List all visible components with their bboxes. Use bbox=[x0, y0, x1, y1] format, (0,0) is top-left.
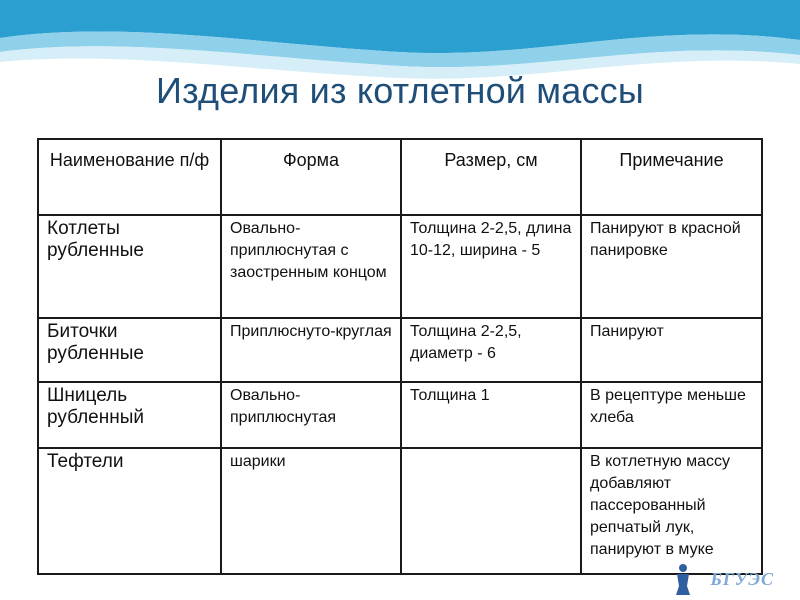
figure-emblem-icon bbox=[672, 562, 694, 596]
university-logo: БГУЭС bbox=[710, 569, 774, 589]
table-row bbox=[38, 382, 762, 448]
cell-name: Биточки рубленные bbox=[38, 318, 221, 382]
table-row bbox=[38, 318, 762, 382]
header-shape: Форма bbox=[221, 139, 401, 215]
cell-name: Шницель рубленный bbox=[38, 382, 221, 448]
cell-shape: Овально-приплюснутая bbox=[221, 382, 401, 448]
slide-title: Изделия из котлетной массы bbox=[156, 70, 644, 111]
cell-name: Котлеты рубленные bbox=[38, 215, 221, 318]
cell-size bbox=[401, 448, 581, 574]
cell-shape: Приплюснуто-круглая bbox=[221, 318, 401, 382]
header-size: Размер, см bbox=[401, 139, 581, 215]
cell-name: Тефтели bbox=[38, 448, 221, 574]
cell-note: Панируют bbox=[581, 318, 762, 382]
cell-size: Толщина 2-2,5, диаметр - 6 bbox=[401, 318, 581, 382]
cell-shape: шарики bbox=[221, 448, 401, 574]
table-header-row bbox=[38, 139, 762, 215]
semi-finished-products-table bbox=[37, 138, 763, 575]
table-row bbox=[38, 215, 762, 318]
header-name: Наименование п/ф bbox=[38, 139, 221, 215]
cell-note: Панируют в красной панировке bbox=[581, 215, 762, 318]
cell-size: Толщина 1 bbox=[401, 382, 581, 448]
cell-size: Толщина 2-2,5, длина 10-12, ширина - 5 bbox=[401, 215, 581, 318]
cell-note: В рецептуре меньше хлеба bbox=[581, 382, 762, 448]
cell-note: В котлетную массу добавляют пассерованный репчатый лук, панируют в муке bbox=[581, 448, 762, 574]
header-note: Примечание bbox=[581, 139, 762, 215]
cell-shape: Овально-приплюснутая с заостренным концом bbox=[221, 215, 401, 318]
table-row bbox=[38, 448, 762, 574]
